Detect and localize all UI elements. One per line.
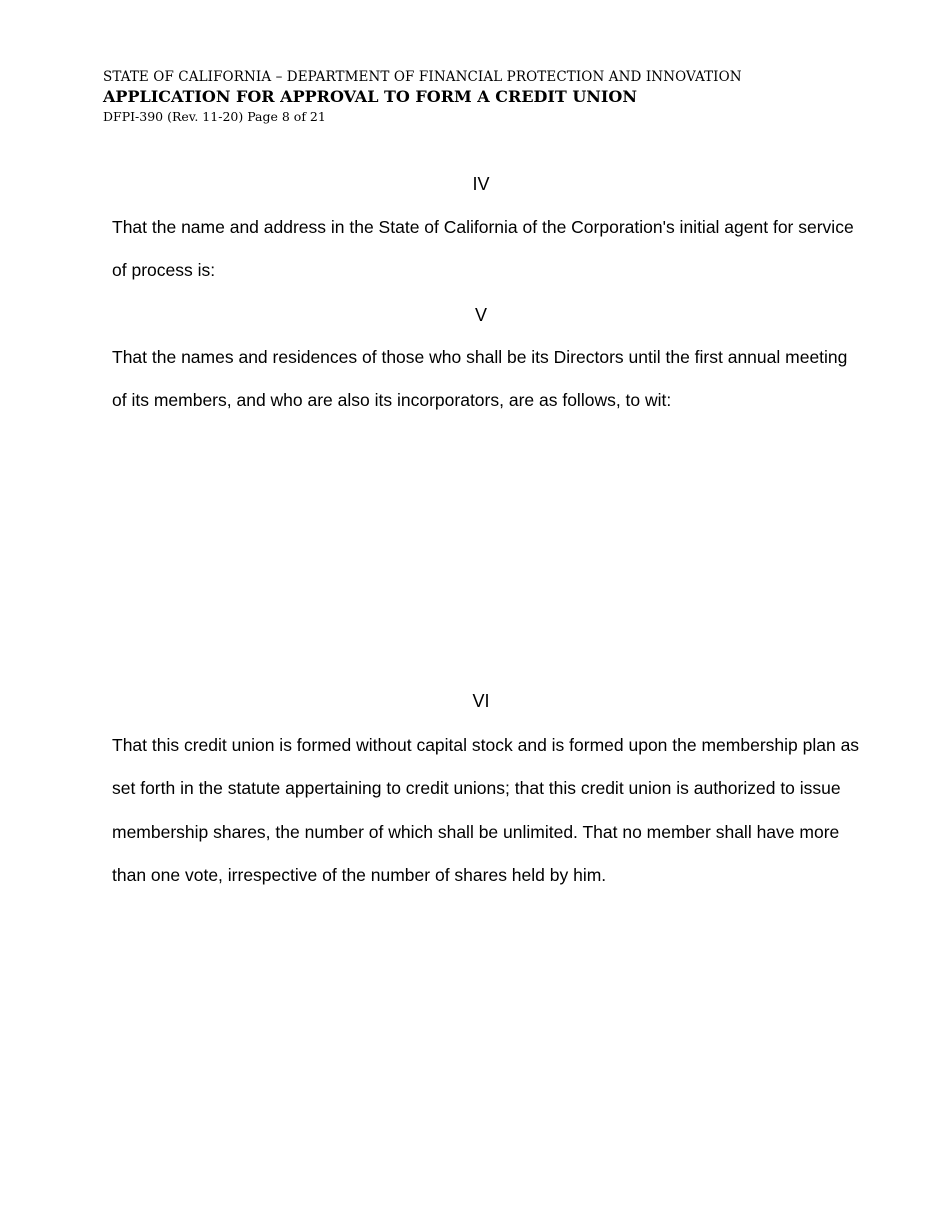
section-v-heading: V (474, 305, 487, 325)
section-vi-text: That this credit union is formed without capital stock and is formed upon the membership plan as set forth in the statute appertaining to credit unions; that this credit union is authorized to issue membership shares, the number of which shall be unlimited. That no member shall have more than one vote, irrespective of the number of shares held by him. (112, 735, 860, 885)
section-iv-text: That the name and address in the State of California of the Corporation's initial agent for service of process is: (112, 217, 854, 281)
section-iv-heading: IV (472, 174, 490, 194)
agency-line: STATE OF CALIFORNIA – DEPARTMENT OF FINANCIAL PROTECTION AND INNOVATION (103, 69, 742, 85)
form-number-page: DFPI-390 (Rev. 11-20) Page 8 of 21 (103, 109, 326, 124)
form-title: APPLICATION FOR APPROVAL TO FORM A CREDIT UNION (103, 87, 637, 106)
document-header (103, 68, 883, 125)
section-vi-heading: VI (472, 691, 490, 711)
section-v-text: That the names and residences of those who shall be its Directors until the first annual meeting of its members, and who are also its incorporators, are as follows, to wit: (112, 347, 848, 411)
